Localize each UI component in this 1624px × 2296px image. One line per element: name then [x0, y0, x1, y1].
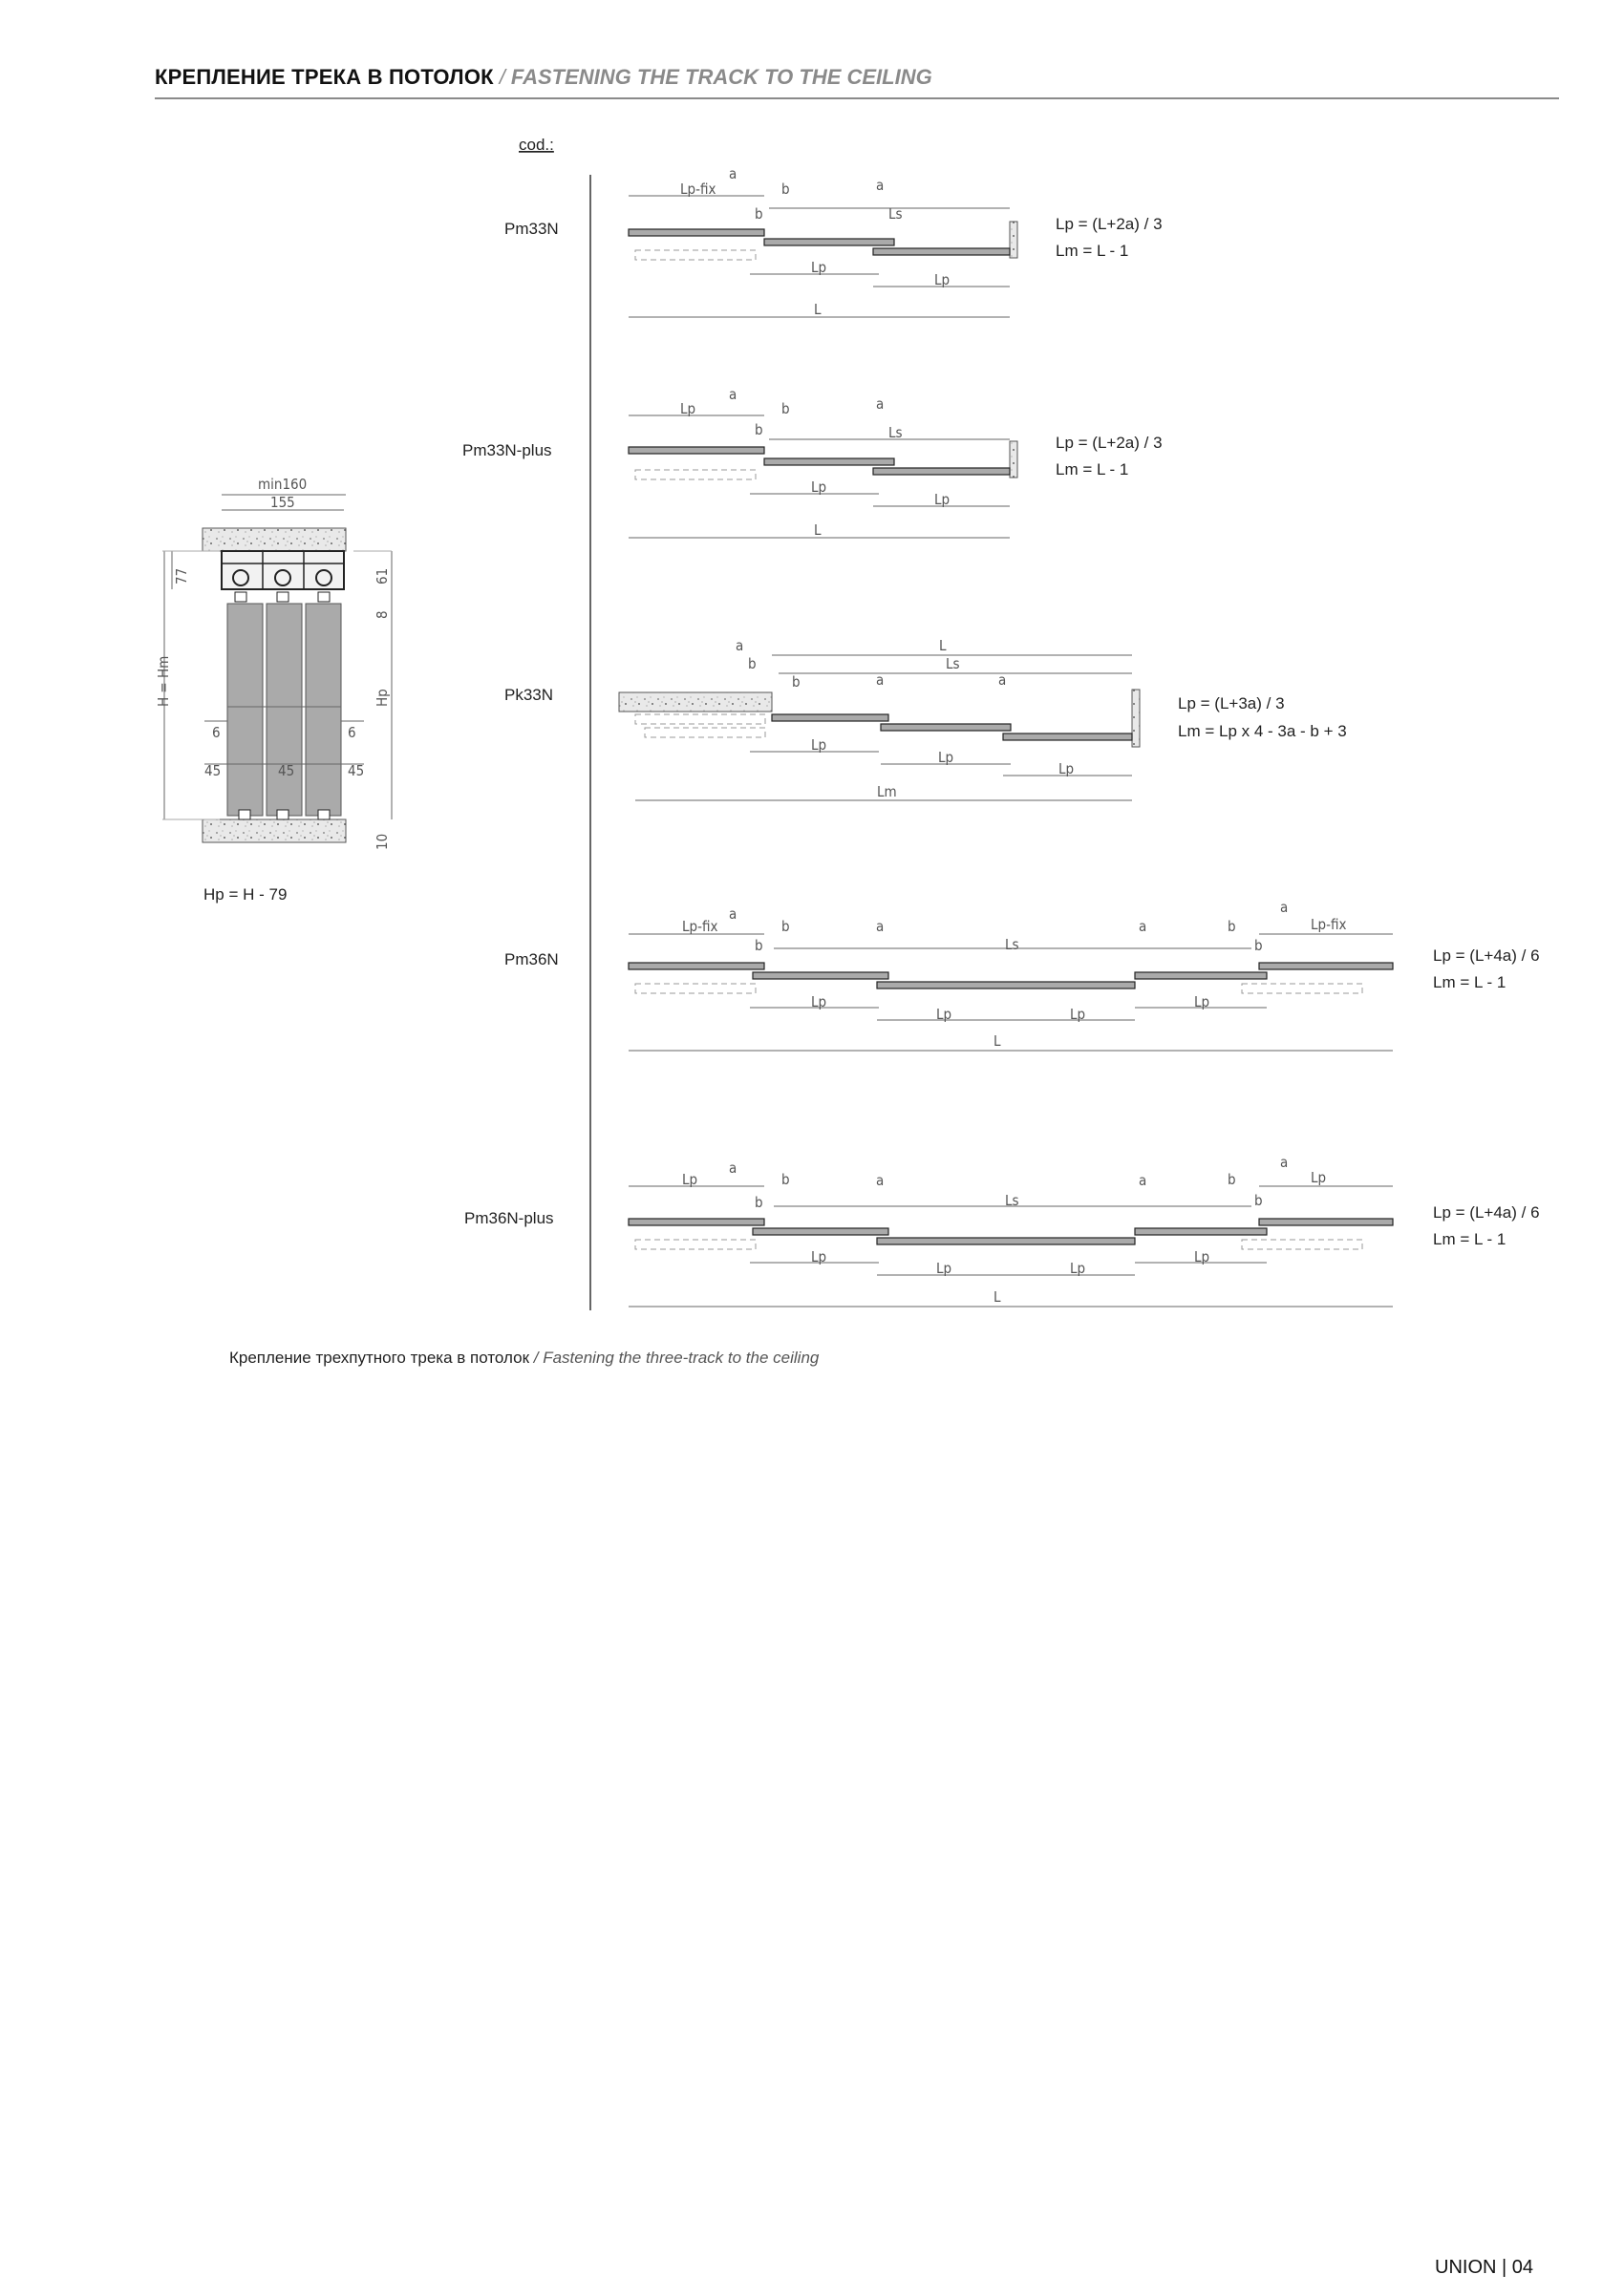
dim-label: a: [1280, 1154, 1289, 1171]
dim-label: Ls: [888, 424, 903, 441]
figure-caption: [229, 1349, 819, 1368]
dim-label: L: [994, 1288, 1001, 1306]
dim-label: a: [998, 671, 1007, 689]
dim-h-hm: H = Hm: [155, 655, 172, 707]
dim-label: a: [729, 165, 737, 182]
dim-label: L: [994, 1032, 1001, 1050]
dim-label: Lp: [936, 1006, 952, 1023]
dim-label: L: [939, 637, 947, 654]
formula: Lm = Lp x 4 - 3a - b + 3: [1178, 722, 1347, 740]
dim-label: Lp: [1311, 1169, 1327, 1186]
dim-label: Ls: [946, 655, 960, 672]
dim-label: a: [1139, 918, 1147, 935]
scheme-code: Pm36N-plus: [464, 1209, 554, 1227]
dim-label: b: [781, 400, 790, 417]
dim-label: b: [781, 181, 790, 198]
dim-label: b: [781, 1171, 790, 1188]
door-panel-1: [227, 604, 263, 816]
dim-label: b: [1254, 1192, 1263, 1209]
dim-label: b: [1254, 937, 1263, 954]
dim-77: 77: [173, 567, 190, 585]
dim-label: a: [729, 386, 737, 403]
door-panel-2: [267, 604, 302, 816]
page-footer: UNION | 04: [1435, 2257, 1533, 2278]
scheme-code: Pm33N-plus: [462, 441, 552, 459]
dim-label: Lp: [680, 400, 696, 417]
dim-label: Lp: [1194, 993, 1210, 1010]
dim-label: Lp-fix: [1311, 916, 1347, 933]
dim-label: Lp-fix: [680, 181, 716, 198]
dim-label: a: [729, 905, 737, 923]
dim-155: 155: [270, 494, 295, 511]
dim-label: Lp: [811, 478, 827, 496]
header-title-ru: КРЕПЛЕНИЕ ТРЕКА В ПОТОЛОК: [155, 65, 494, 89]
scheme-pm33n: [504, 165, 1163, 318]
dim-label: Lp: [1070, 1260, 1086, 1277]
dim-label: b: [1228, 1171, 1236, 1188]
dim-label: Lp: [811, 736, 827, 754]
dim-label: Ls: [888, 205, 903, 223]
dim-label: Lp: [811, 1248, 827, 1265]
formula: Lp = (L+3a) / 3: [1178, 694, 1285, 712]
dim-label: Lp: [934, 491, 951, 508]
header-separator: /: [499, 65, 505, 89]
dim-45-left: 45: [204, 762, 222, 779]
dim-label: a: [729, 1159, 737, 1177]
scheme-code: Pm33N: [504, 220, 559, 238]
formula: Lm = L - 1: [1056, 242, 1129, 260]
caption-ru: Крепление трехпутного трека в потолок: [229, 1349, 530, 1367]
formula: Lp = (L+2a) / 3: [1056, 434, 1163, 452]
dim-label: a: [876, 395, 885, 413]
cod-label: cod.:: [519, 136, 554, 154]
dim-label: b: [792, 673, 801, 691]
section-formula: Hp = H - 79: [203, 885, 288, 904]
dim-label: Lp: [1194, 1248, 1210, 1265]
dim-label: b: [755, 937, 763, 954]
formula: Lp = (L+4a) / 6: [1433, 1203, 1540, 1222]
dim-45-right: 45: [348, 762, 365, 779]
dim-label: Lp: [1070, 1006, 1086, 1023]
dim-label: Lp-fix: [682, 918, 718, 935]
dim-label: b: [781, 918, 790, 935]
dim-10: 10: [374, 833, 391, 850]
formula: Lp = (L+4a) / 6: [1433, 946, 1540, 965]
dim-label: Lm: [877, 783, 897, 800]
dim-6-right: 6: [348, 724, 356, 741]
dim-8: 8: [374, 610, 391, 619]
scheme-pm36n-plus: [464, 1154, 1540, 1307]
scheme-code: Pk33N: [504, 686, 554, 704]
formula: Lm = L - 1: [1433, 1230, 1506, 1248]
dim-label: Lp: [938, 749, 954, 766]
dim-label: Lp: [811, 993, 827, 1010]
scheme-pk33n: [504, 637, 1347, 800]
door-panel-3: [306, 604, 341, 816]
dim-label: Ls: [1005, 936, 1019, 953]
scheme-pm33n-plus: [462, 386, 1163, 539]
dim-label: a: [876, 177, 885, 194]
scheme-code: Pm36N: [504, 950, 559, 968]
dim-label: a: [876, 671, 885, 689]
formula: Lp = (L+2a) / 3: [1056, 215, 1163, 233]
dim-label: b: [1228, 918, 1236, 935]
dim-label: a: [876, 918, 885, 935]
dim-label: b: [755, 1194, 763, 1211]
dim-label: Lp: [934, 271, 951, 288]
dim-6-left: 6: [212, 724, 221, 741]
dim-label: a: [736, 637, 744, 654]
dim-label: a: [1139, 1172, 1147, 1189]
dim-label: b: [755, 421, 763, 438]
scheme-pm36n: [504, 899, 1540, 1051]
dim-label: Ls: [1005, 1192, 1019, 1209]
dim-label: L: [814, 521, 822, 539]
dim-hp: Hp: [374, 689, 391, 707]
ceiling-slab: [203, 528, 346, 551]
caption-separator: /: [529, 1349, 544, 1367]
dim-45-mid: 45: [278, 762, 295, 779]
caption-en: Fastening the three-track to the ceiling: [543, 1349, 820, 1367]
floor-slab: [203, 819, 346, 842]
dim-label: a: [876, 1172, 885, 1189]
dim-min160: min160: [258, 476, 308, 493]
dim-label: Lp: [682, 1171, 698, 1188]
formula: Lm = L - 1: [1056, 460, 1129, 478]
formula: Lm = L - 1: [1433, 973, 1506, 991]
dim-label: L: [814, 301, 822, 318]
track-cross-section: [155, 476, 392, 904]
dim-label: b: [755, 205, 763, 223]
dim-61: 61: [374, 567, 391, 585]
dim-label: Lp: [936, 1260, 952, 1277]
dim-label: b: [748, 655, 757, 672]
dim-label: Lp: [1058, 760, 1075, 777]
dim-label: a: [1280, 899, 1289, 916]
dim-label: Lp: [811, 259, 827, 276]
header-title-en: FASTENING THE TRACK TO THE CEILING: [510, 65, 932, 89]
